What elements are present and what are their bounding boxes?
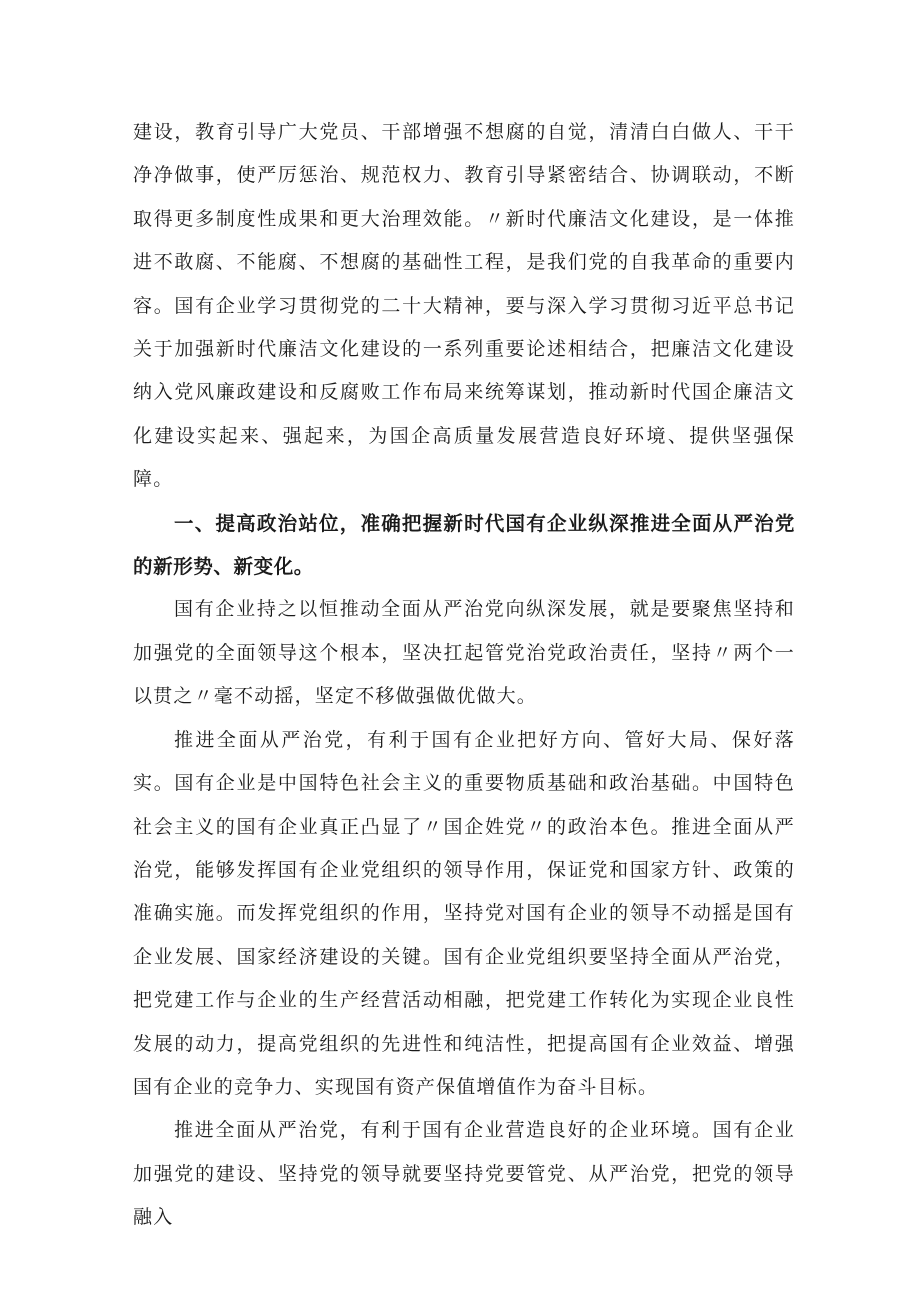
paragraph: 推进全面从严治党，有利于国有企业营造良好的企业环境。国有企业加强党的建设、坚持党的领导就要坚持党要管党、从严治党，把党的领导融入 — [133, 1119, 795, 1229]
paragraph: 国有企业持之以恒推动全面从严治党向纵深发展，就是要聚焦坚持和加强党的全面领导这个根本，坚决扛起管党治党政治责任，坚持〃两个一以贯之〃毫不动摇，坚定不移做强做优做大。 — [133, 598, 795, 708]
document-page — [133, 111, 795, 1240]
paragraph-continuation: 建设，教育引导广大党员、干部增强不想腐的自觉，清清白白做人、干干净净做事，使严厉惩治、规范权力、教育引导紧密结合、协调联动，不断取得更多制度性成果和更大治理效能。〃新时代廉洁文化建设，是一体推进不敢腐、不能腐、不想腐的基础性工程，是我们党的自我革命的重要内容。国有企业学习贯彻党的二十大精神，要与深入学习贯彻习近平总书记关于加强新时代廉洁文化建设的一系列重要论述相结合，把廉洁文化建设纳入党风廉政建设和反腐败工作布局来统筹谋划，推动新时代国企廉洁文化建设实起来、强起来，为国企高质量发展营造良好环境、提供坚强保障。 — [133, 121, 795, 491]
section-heading: 一、提高政治站位，准确把握新时代国有企业纵深推进全面从严治党的新形势、新变化。 — [133, 511, 795, 579]
paragraph: 推进全面从严治党，有利于国有企业把好方向、管好大局、保好落实。国有企业是中国特色社会主义的重要物质基础和政治基础。中国特色社会主义的国有企业真正凸显了〃国企姓党〃的政治本色。推进全面从严治党，能够发挥国有企业党组织的领导作用，保证党和国家方针、政策的准确实施。而发挥党组织的作用，坚持党对国有企业的领导不动摇是国有企业发展、国家经济建设的关键。国有企业党组织要坚持全面从严治党，把党建工作与企业的生产经营活动相融，把党建工作转化为实现企业良性发展的动力，提高党组织的先进性和纯洁性，把提高国有企业效益、增强国有企业的竞争力、实现国有资产保值增值作为奋斗目标。 — [133, 728, 795, 1098]
